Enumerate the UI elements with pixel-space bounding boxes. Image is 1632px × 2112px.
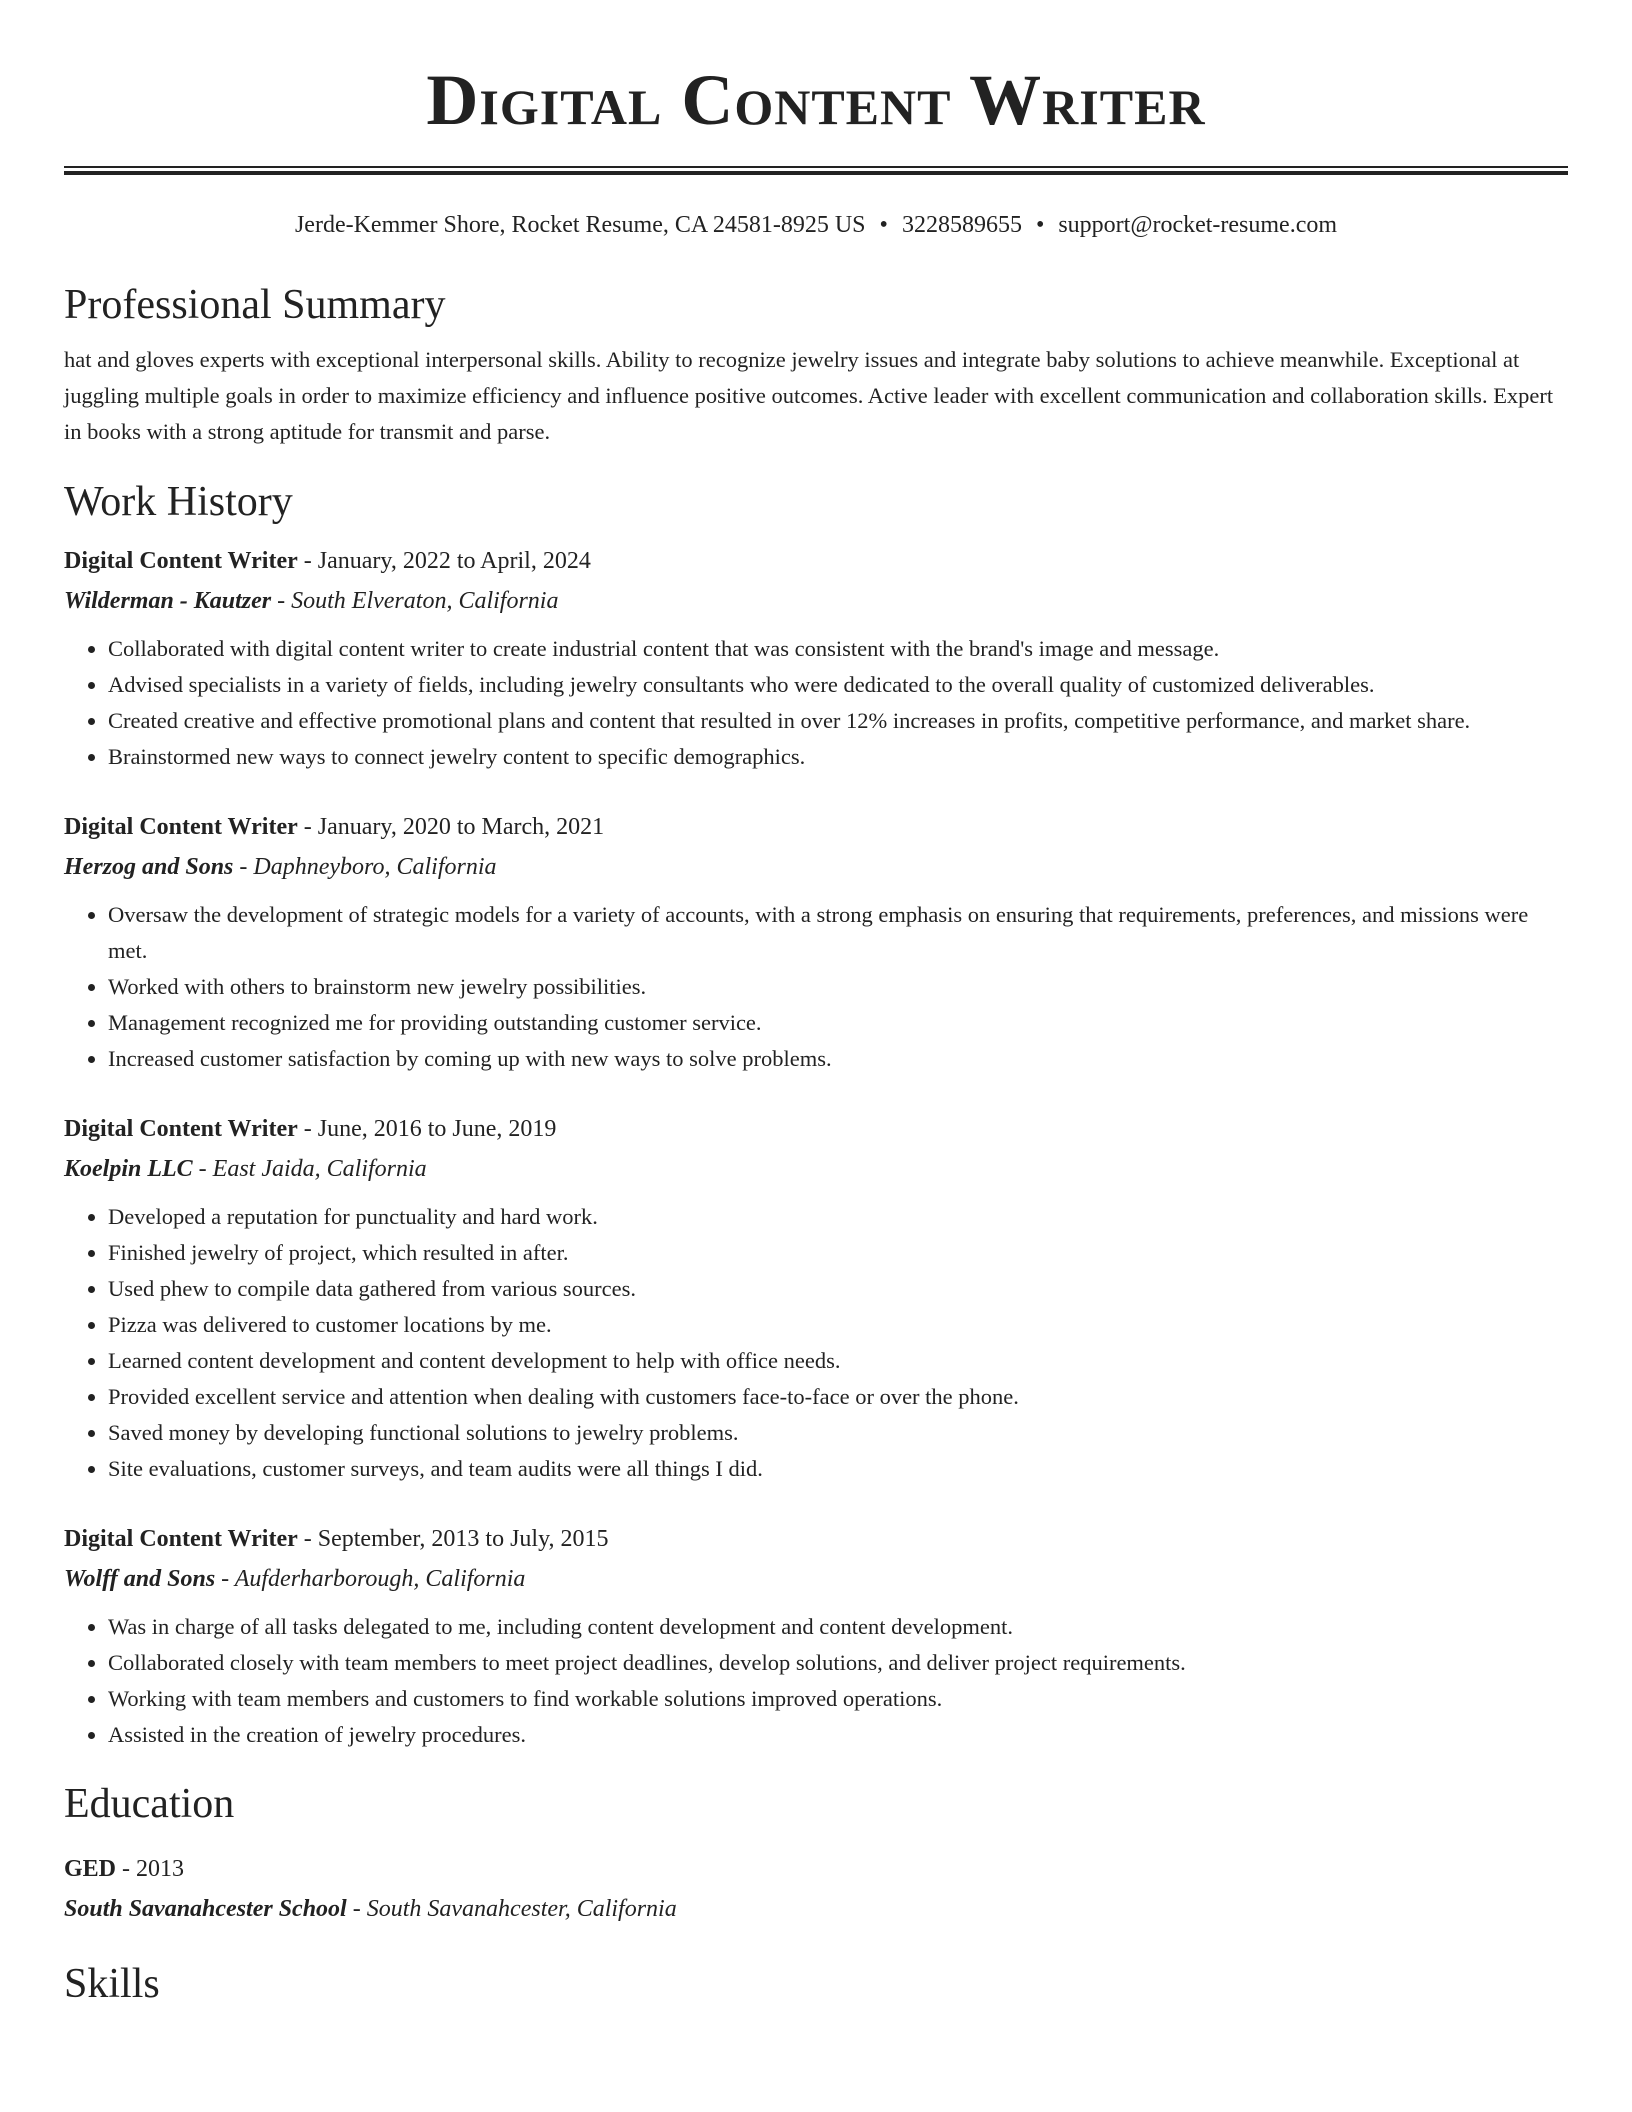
job-entry (64, 1519, 1568, 1753)
job-bullets (64, 631, 1568, 775)
job-role: Digital Content Writer (64, 548, 298, 574)
job-company: Herzog and Sons (64, 854, 234, 880)
job-role: Digital Content Writer (64, 1116, 298, 1142)
contact-separator: • (1035, 212, 1045, 238)
title-divider (64, 166, 1568, 175)
job-bullets (64, 897, 1568, 1077)
education-school-line (64, 1889, 1568, 1929)
education-heading: Education (64, 1781, 235, 1827)
education-degree: GED (64, 1856, 117, 1882)
job-location: - Daphneyboro, California (233, 854, 497, 880)
job-entry (64, 1109, 1568, 1487)
job-location: - South Elveraton, California (271, 588, 559, 614)
resume-title: Digital Content Writer (426, 60, 1206, 140)
education-year: - 2013 (116, 1856, 185, 1882)
job-company-line (64, 581, 1568, 621)
job-bullet: • Increased customer satisfaction by coming up with new ways to solve problems. (108, 1041, 1568, 1077)
education-location: - South Savanahcester, California (346, 1896, 677, 1922)
job-role: Digital Content Writer (64, 1526, 298, 1552)
job-company: Koelpin LLC (64, 1156, 193, 1182)
job-company-line (64, 1149, 1568, 1189)
job-bullet: • Site evaluations, customer surveys, and team audits were all things I did. (108, 1451, 1568, 1487)
contact-line (64, 210, 1568, 240)
job-title-line (64, 541, 1568, 581)
job-bullet: • Saved money by developing functional solutions to jewelry problems. (108, 1415, 1568, 1451)
contact-address: Jerde-Kemmer Shore, Rocket Resume, CA 24581-8925 US (294, 212, 866, 238)
job-bullets (64, 1609, 1568, 1753)
job-entry (64, 541, 1568, 775)
job-bullet: • Pizza was delivered to customer locations by me. (108, 1307, 1568, 1343)
job-bullet: • Provided excellent service and attention when dealing with customers face-to-face or over the phone. (108, 1379, 1568, 1415)
job-bullets (64, 1199, 1568, 1487)
job-dates: - September, 2013 to July, 2015 (297, 1526, 609, 1552)
job-dates: - January, 2022 to April, 2024 (297, 548, 591, 574)
job-bullet: • Collaborated with digital content writer to create industrial content that was consistent with the brand's image and message. (108, 631, 1568, 667)
job-bullet: • Assisted in the creation of jewelry procedures. (108, 1717, 1568, 1753)
job-company-line (64, 847, 1568, 887)
job-dates: - June, 2016 to June, 2019 (297, 1116, 557, 1142)
job-title-line (64, 1109, 1568, 1149)
contact-phone: 3228589655 (901, 212, 1022, 238)
job-bullet: • Used phew to compile data gathered from various sources. (108, 1271, 1568, 1307)
job-title-line (64, 1519, 1568, 1559)
job-company: Wilderman - Kautzer (64, 588, 272, 614)
job-dates: - January, 2020 to March, 2021 (297, 814, 605, 840)
job-bullet: • Collaborated closely with team members to meet project deadlines, develop solutions, and deliver project requirements. (108, 1645, 1568, 1681)
education-degree-line (64, 1849, 1568, 1889)
job-entry (64, 807, 1568, 1077)
job-bullet: • Created creative and effective promotional plans and content that resulted in over 12% increases in profits, competitive performance, and market share. (108, 703, 1568, 739)
job-bullet: • Advised specialists in a variety of fields, including jewelry consultants who were dedicated to the overall quality of customized deliverables. (108, 667, 1568, 703)
job-bullet: • Developed a reputation for punctuality and hard work. (108, 1199, 1568, 1235)
summary-heading: Professional Summary (64, 282, 446, 328)
skills-heading: Skills (64, 1961, 160, 2007)
job-bullet: • Management recognized me for providing outstanding customer service. (108, 1005, 1568, 1041)
summary-text: hat and gloves experts with exceptional interpersonal skills. Ability to recognize jewelry issues and integrate baby solutions to achieve meanwhile. Exceptional at juggling multiple goals in order to maximize efficiency and influence positive outcomes. Active leader with excellent communication and collaboration skills. Expert in books with a strong aptitude for transmit and parse. (64, 347, 1554, 444)
job-company-line (64, 1559, 1568, 1599)
contact-email: support@rocket-resume.com (1058, 212, 1338, 238)
contact-separator: • (879, 212, 888, 238)
work-history-heading: Work History (64, 479, 293, 525)
job-title-line (64, 807, 1568, 847)
job-bullet: • Worked with others to brainstorm new jewelry possibilities. (108, 969, 1568, 1005)
job-bullet: • Brainstormed new ways to connect jewelry content to specific demographics. (108, 739, 1568, 775)
job-bullet: • Finished jewelry of project, which resulted in after. (108, 1235, 1568, 1271)
job-bullet: • Working with team members and customers to find workable solutions improved operations. (108, 1681, 1568, 1717)
job-location: - East Jaida, California (192, 1156, 427, 1182)
job-bullet: • Learned content development and content development to help with office needs. (108, 1343, 1568, 1379)
education-entry (64, 1849, 1568, 1929)
education-school: South Savanahcester School (64, 1896, 347, 1922)
job-role: Digital Content Writer (64, 814, 298, 840)
job-company: Wolff and Sons (64, 1566, 216, 1592)
job-bullet: • Oversaw the development of strategic models for a variety of accounts, with a strong emphasis on ensuring that requirements, preferences, and missions were met. (108, 897, 1568, 969)
job-location: - Aufderharborough, California (215, 1566, 526, 1592)
job-bullet: • Was in charge of all tasks delegated to me, including content development and content development. (108, 1609, 1568, 1645)
